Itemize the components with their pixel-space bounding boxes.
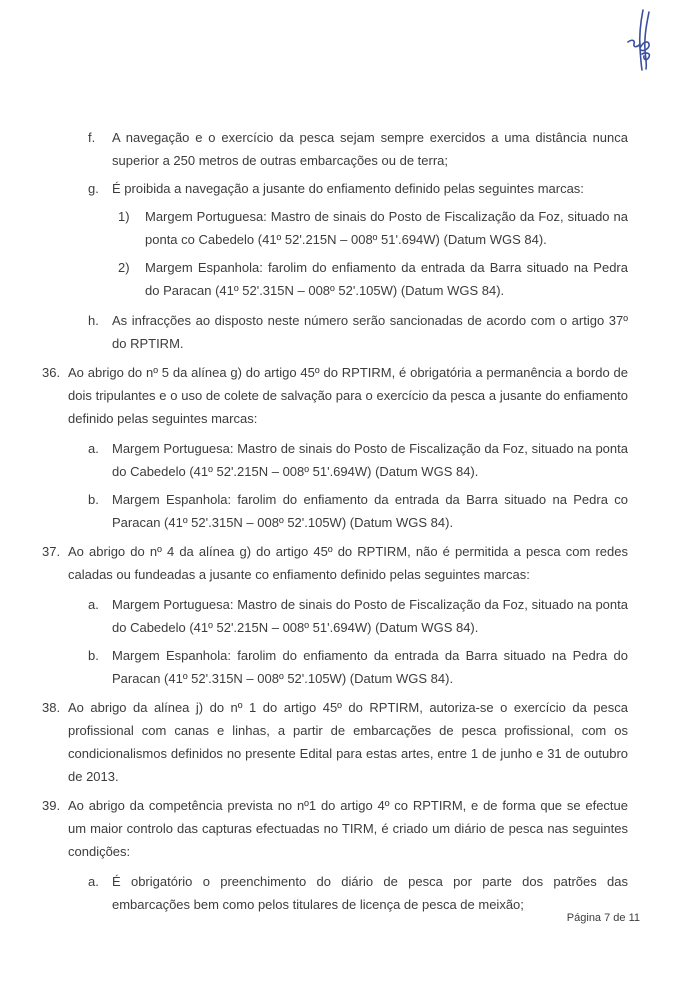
handwritten-initials-signature bbox=[616, 6, 668, 74]
list-item-text: Ao abrigo da alínea j) do nº 1 do artigo 45º do RPTIRM, autoriza-se o exercício da pesca profissional com canas e linhas, a partir de embarcações de pesca profissional, com os condicionalismos definidos no presente Edital para estas artes, entre 1 de junho e 31 de outubro de 2013. bbox=[68, 700, 628, 784]
list-item-text: Margem Espanhola: farolim do enfiamento da entrada da Barra situado na Pedra do Paracan (41º 52'.315N – 008º 52'.105W) (Datum WGS 84). bbox=[145, 260, 628, 298]
list-item-1 bbox=[0, 205, 700, 251]
list-item-text: Ao abrigo do nº 4 da alínea g) do artigo 45º do RPTIRM, não é permitida a pesca com redes caladas ou fundeadas a jusante co enfiamento definido pelas seguintes marcas: bbox=[68, 544, 628, 582]
list-item-h bbox=[0, 309, 700, 355]
list-item-36a bbox=[0, 437, 700, 483]
list-item-text: Margem Espanhola: farolim do enfiamento da entrada da Barra situado na Pedra do Paracan (41º 52'.315N – 008º 52'.105W) (Datum WGS 84). bbox=[112, 648, 628, 686]
list-item-text: Ao abrigo do nº 5 da alínea g) do artigo 45º do RPTIRM, é obrigatória a permanência a bordo de dois tripulantes e o uso de colete de salvação para o exercício da pesca a jusante do enfiamento definido pelas seguintes marcas: bbox=[68, 365, 628, 426]
list-marker: h. bbox=[88, 313, 99, 328]
list-item-36 bbox=[0, 361, 700, 430]
list-marker: g. bbox=[88, 181, 99, 196]
list-item-39a bbox=[0, 870, 700, 916]
page-number: Página 7 de 11 bbox=[566, 912, 640, 924]
list-item-text: Margem Espanhola: farolim do enfiamento da entrada da Barra situado na Pedra co Paracan (41º 52'.315N – 008º 52'.105W) (Datum WGS 84). bbox=[112, 492, 628, 530]
list-marker: 39. bbox=[42, 798, 61, 813]
list-marker: a. bbox=[88, 874, 99, 889]
list-marker: 1) bbox=[118, 209, 130, 224]
list-marker: b. bbox=[88, 492, 99, 507]
list-item-37a bbox=[0, 593, 700, 639]
list-marker: a. bbox=[88, 441, 99, 456]
list-item-37b bbox=[0, 644, 700, 690]
list-marker: b. bbox=[88, 648, 99, 663]
list-item-g bbox=[0, 177, 700, 200]
list-marker: 38. bbox=[42, 700, 61, 715]
list-item-37 bbox=[0, 540, 700, 586]
list-item-text: Margem Portuguesa: Mastro de sinais do Posto de Fiscalização da Foz, situado na ponta do Cabedelo (41º 52'.215N – 008º 51'.694W) (Datum WGS 84). bbox=[112, 441, 628, 479]
list-item-f bbox=[0, 126, 700, 172]
list-item-36b bbox=[0, 488, 700, 534]
document-body bbox=[0, 126, 700, 921]
list-item-text: Margem Portuguesa: Mastro de sinais do Posto de Fiscalização da Foz, situado na ponta co Cabedelo (41º 52'.215N – 008º 51'.694W) (Datum WGS 84). bbox=[145, 209, 628, 247]
list-item-text: É proibida a navegação a jusante do enfiamento definido pelas seguintes marcas: bbox=[112, 181, 584, 196]
list-item-text: Margem Portuguesa: Mastro de sinais do Posto de Fiscalização da Foz, situado na ponta do Cabedelo (41º 52'.215N – 008º 51'.694W) (Datum WGS 84). bbox=[112, 597, 628, 635]
list-item-text: A navegação e o exercício da pesca sejam sempre exercidos a uma distância nunca superior a 250 metros de outras embarcações ou de terra; bbox=[112, 130, 628, 168]
list-item-text: As infracções ao disposto neste número serão sancionadas de acordo com o artigo 37º do RPTIRM. bbox=[112, 313, 628, 351]
list-marker: a. bbox=[88, 597, 99, 612]
list-marker: 2) bbox=[118, 260, 130, 275]
list-marker: f. bbox=[88, 130, 96, 145]
list-marker: 37. bbox=[42, 544, 61, 559]
list-item-text: Ao abrigo da competência prevista no nº1 do artigo 4º co RPTIRM, e de forma que se efectue um maior controlo das capturas efectuadas no TIRM, é criado um diário de pesca nas seguintes condições: bbox=[68, 798, 628, 859]
list-item-2 bbox=[0, 256, 700, 302]
list-item-38 bbox=[0, 696, 700, 788]
list-item-39 bbox=[0, 794, 700, 863]
list-item-text: É obrigatório o preenchimento do diário de pesca por parte dos patrões das embarcações bem como pelos titulares de licença de pesca de meixão; bbox=[112, 874, 628, 912]
list-marker: 36. bbox=[42, 365, 61, 380]
